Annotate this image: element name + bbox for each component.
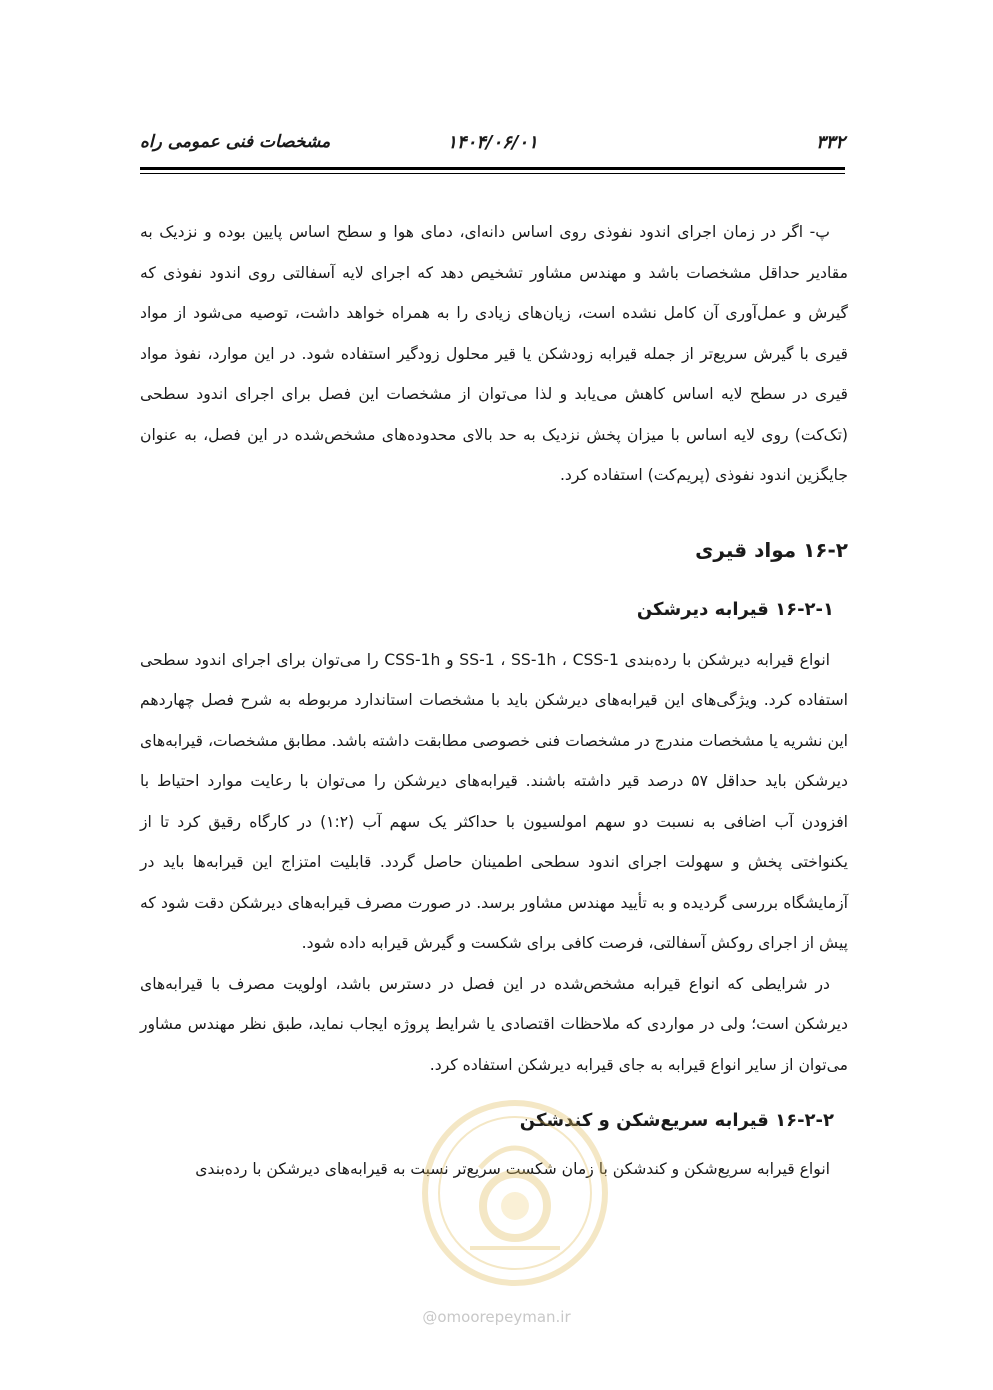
section-heading-16-2-2: ۱۶-۲-۲ قیرابه سریع‌شکن و کندشکن xyxy=(519,1110,834,1131)
header-rule-thin xyxy=(140,173,845,174)
paragraph-16-2-2-a: انواع قیرابه سریع‌شکن و کندشکن با زمان شکست سریع‌تر نسبت به قیرابه‌های دیرشکن با رده‌بندی xyxy=(195,1160,830,1178)
header-title: مشخصات فنی عمومی راه xyxy=(140,132,331,152)
paragraph-16-2-1-b: در شرایطی که انواع قیرابه مشخص‌شده در این فصل در دسترس باشد، اولویت مصرف با قیرابه‌های دیرشکن است؛ ولی در مواردی که ملاحظات اقتصادی یا شرایط پروژه ایجاب نماید، طبق نظر مهندس مشاور می‌توان از سایر انواع قیرابه به جای قیرابه دیرشکن استفاده کرد. xyxy=(140,974,848,1074)
paragraph-16-2-1-a: انواع قیرابه دیرشکن با رده‌بندی SS-1 ، SS-1h ، CSS-1 و CSS-1h را می‌توان برای اجرای اندود سطحی استفاده کرد. ویژگی‌های این قیرابه‌های دیرشکن باید با مشخصات استاندارد مربوطه به شرح فصل چهاردهم این نشریه یا مشخصات مندرج در مشخصات فنی خصوصی مطابقت داشته باشد. مطابق مشخصات، قیرابه‌های دیرشکن باید حداقل ۵۷ درصد قیر داشته باشند. قیرابه‌های دیرشکن را می‌توان با رعایت موارد احتیاط با افزودن آب اضافی به نسبت دو سهم امولسیون با حداکثر یک سهم آب (۱:۲) در کارگاه رقیق کرد تا از یکنواختی پخش و سهولت اجرای اندود سطحی اطمینان حاصل گردد. قابلیت امتزاج این قیرابه‌ها باید در آزمایشگاه بررسی گردیده و به تأیید مهندس مشاور برسد. در صورت مصرف قیرابه‌های دیرشکن دقت شود که پیش از اجرای روکش آسفالتی، فرصت کافی برای شکست و گیرش قیرابه داده شود. xyxy=(140,650,848,952)
page-content xyxy=(140,212,848,1190)
section-heading-16-2: ۱۶-۲ مواد قیری xyxy=(695,537,848,562)
watermark-text: @omoorepeyman.ir xyxy=(422,1308,571,1326)
page-header xyxy=(140,128,845,164)
header-date: ۱۴۰۴/۰۶/۰۱ xyxy=(447,132,538,153)
page-number: ۳۳۲ xyxy=(815,132,845,153)
section-heading-16-2-1: ۱۶-۲-۱ قیرابه دیرشکن xyxy=(636,598,834,620)
header-rule-thick xyxy=(140,167,845,170)
paragraph-p: پ- اگر در زمان اجرای اندود نفوذی روی اساس دانه‌ای، دمای هوا و سطح اساس پایین بوده و نزدیک به مقادیر حداقل مشخصات باشد و مهندس مشاور تشخیص دهد که اجرای لایه آسفالتی روی اندود نفوذی که گیرش و عمل‌آوری آن کامل نشده است، زیان‌های زیادی را به همراه خواهد داشت، توصیه می‌شود از مواد قیری با گیرش سریع‌تر از جمله قیرابه زودشکن یا قیر محلول زودگیر استفاده شود. در این موارد، نفوذ مواد قیری در سطح لایه اساس کاهش می‌یابد و لذا می‌توان از مشخصات این فصل برای اجرای اندود سطحی (تک‌کت) روی لایه اساس با میزان پخش نزدیک به حد بالای محدوده‌های مشخص‌شده در این فصل، به عنوان جایگزین اندود نفوذی (پریم‌کت) استفاده کرد. xyxy=(140,223,848,484)
